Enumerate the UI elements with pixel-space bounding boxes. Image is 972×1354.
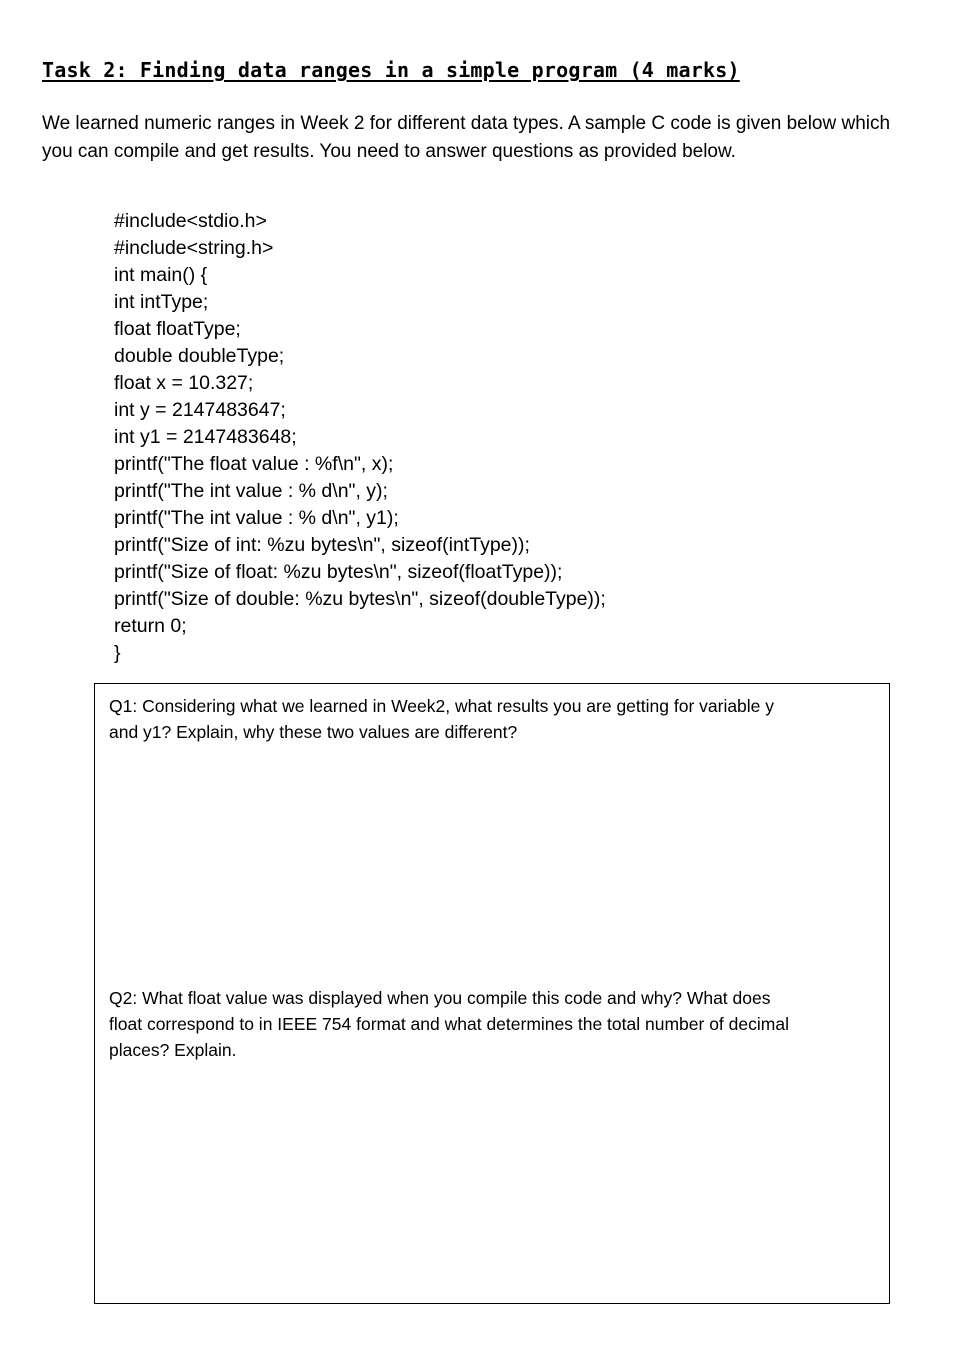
code-line: return 0; [114,615,187,637]
question-1-line: and y1? Explain, why these two values are different? [109,722,518,742]
code-line: int intType; [114,291,209,313]
question-2-line: places? Explain. [109,1040,237,1060]
question-1-line: Q1: Considering what we learned in Week2, what results you are getting for variable y [109,696,775,716]
code-listing [114,208,606,667]
code-line: double doubleType; [114,345,285,367]
code-line: printf("The float value : %f\n", x); [114,453,394,475]
question-2-line: Q2: What float value was displayed when you compile this code and why? What does [109,988,771,1008]
code-line: int main() { [114,264,208,286]
code-line: printf("Size of int: %zu bytes\n", sizeof(intType)); [114,534,530,556]
task-title: Task 2: Finding data ranges in a simple program (4 marks) [42,58,740,82]
code-line: #include<stdio.h> [114,210,267,232]
code-line: float floatType; [114,318,241,340]
question-2 [109,985,879,1063]
code-line: printf("Size of double: %zu bytes\n", sizeof(doubleType)); [114,588,606,610]
code-line: } [114,642,121,664]
code-line: float x = 10.327; [114,372,254,394]
intro-paragraph [42,110,952,166]
code-line: printf("The int value : % d\n", y); [114,480,388,502]
code-line: int y = 2147483647; [114,399,286,421]
code-line: printf("The int value : % d\n", y1); [114,507,399,529]
intro-line: you can compile and get results. You need to answer questions as provided below. [42,141,736,162]
question-2-line: float correspond to in IEEE 754 format and what determines the total number of decimal [109,1014,789,1034]
intro-line: We learned numeric ranges in Week 2 for different data types. A sample C code is given below which [42,113,891,134]
answer-box[interactable] [94,683,890,1304]
code-line: int y1 = 2147483648; [114,426,297,448]
question-1 [109,693,879,745]
code-line: #include<string.h> [114,237,274,259]
code-line: printf("Size of float: %zu bytes\n", sizeof(floatType)); [114,561,563,583]
